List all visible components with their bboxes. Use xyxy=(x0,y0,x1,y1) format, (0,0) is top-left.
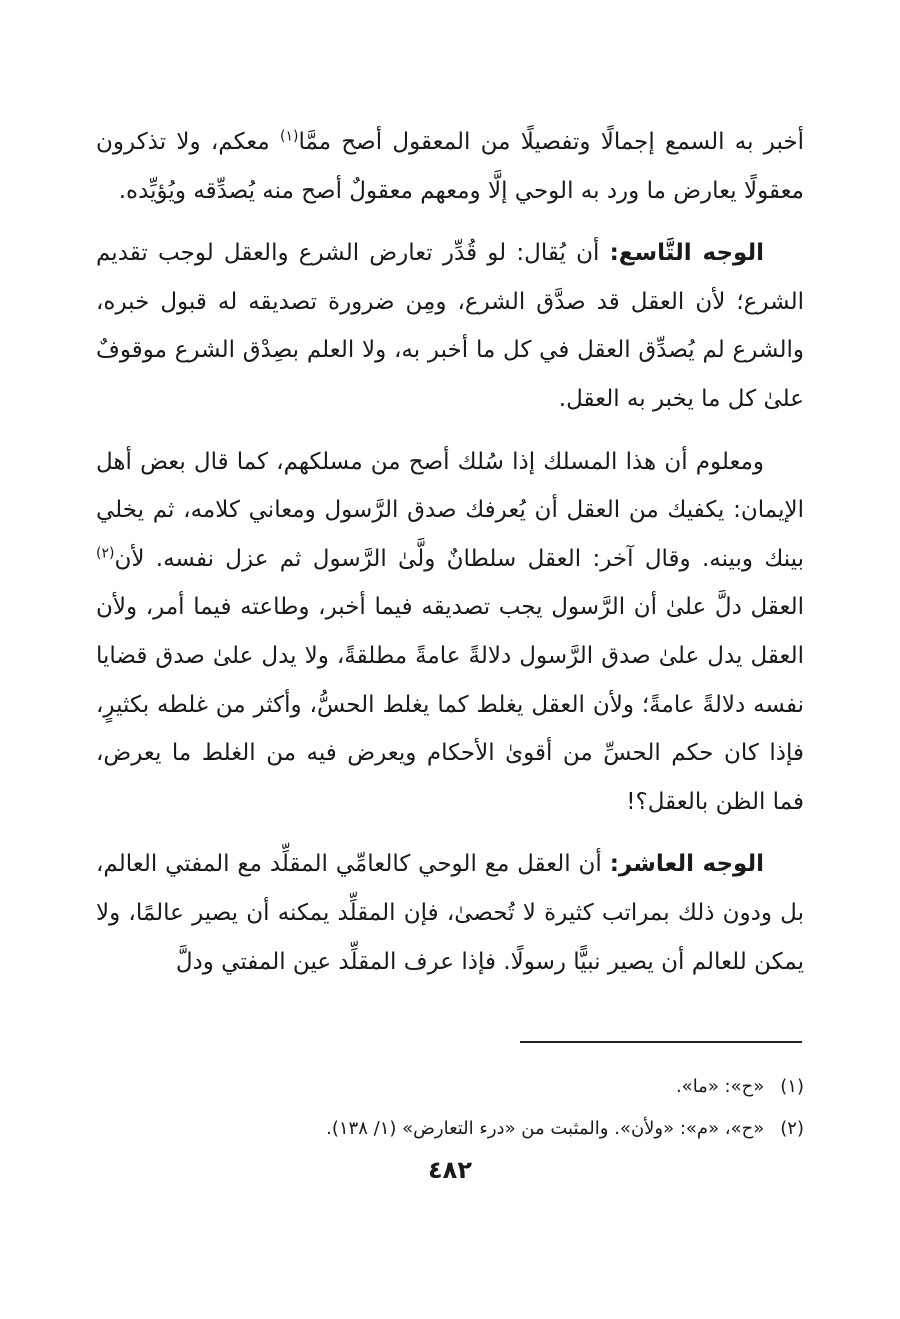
footnote-text: «ح»: «ما». xyxy=(675,1076,765,1097)
main-text xyxy=(96,118,804,986)
paragraph xyxy=(96,438,804,827)
paragraph-text: أن يُقال: لو قُدِّر تعارض الشرع والعقل لوجب تقديم الشرع؛ لأن العقل قد صدَّق الشرع، ومِن ضرورة تصديقه له قبول خبره، والشرع لم يُصدِّق العقل في كل ما أخبر به، ولا العلم بصِدْق الشرع موقوفٌ علىٰ كل ما يخبر به العقل. xyxy=(96,240,804,412)
section-heading: الوجه العاشر: xyxy=(609,851,764,878)
paragraph-text: أخبر به السمع إجمالًا وتفصيلًا من المعقول أصح ممَّا xyxy=(298,129,804,155)
paragraph xyxy=(96,229,804,423)
footnote-separator xyxy=(520,1041,802,1043)
footnote-number: (١) xyxy=(780,1076,804,1097)
paragraph-text: ومعلوم أن هذا المسلك إذا سُلك أصح من مسلكهم، كما قال بعض أهل الإيمان: يكفيك من العقل أن يُعرفك صدق الرَّسول ومعاني كلامه، ثم يخلي بينك وبينه. وقال آخر: العقل سلطانٌ ولَّىٰ الرَّسول ثم عزل نفسه. لأن xyxy=(96,448,804,572)
paragraph-text: معكم، ولا تذكرون معقولًا يعارض ما ورد به الوحي إلَّا ومعهم معقولٌ أصح منه يُصدِّقه ويُؤيِّده. xyxy=(96,129,804,204)
footnote-marker: (١) xyxy=(279,128,299,145)
footnote-item xyxy=(96,1066,804,1108)
page-number: ٤٨٢ xyxy=(428,1156,472,1184)
footnotes xyxy=(96,1066,804,1150)
paragraph-text: العقل دلَّ علىٰ أن الرَّسول يجب تصديقه فيما أخبر، وطاعته فيما أمر، ولأن العقل يدل علىٰ صدق الرَّسول دلالةً عامةً مطلقةً، ولا يدل علىٰ صدق قضايا نفسه دلالةً عامةً؛ ولأن العقل يغلط كما يغلط الحسُّ، وأكثر من غلطه بكثيرٍ، فإذا كان حكم الحسِّ من أقوىٰ الأحكام ويعرض فيه من الغلط ما يعرض، فما الظن بالعقل؟! xyxy=(96,594,804,815)
footnote-marker: (٢) xyxy=(96,545,115,562)
paragraph-text: أن العقل مع الوحي كالعامِّي المقلِّد مع المفتي العالم، بل ودون ذلك بمراتب كثيرة لا تُحصىٰ، فإن المقلِّد يمكنه أن يصير عالمًا، ولا يمكن للعالم أن يصير نبيًّا رسولًا. فإذا عرف المقلِّد عين المفتي ودلَّ xyxy=(96,851,804,975)
section-heading: الوجه التَّاسع: xyxy=(609,240,764,267)
paragraph xyxy=(96,118,804,215)
paragraph xyxy=(96,840,804,986)
footnote-text: «ح»، «م»: «ولأن». والمثبت من «درء التعارض» (١/ ١٣٨). xyxy=(326,1118,765,1139)
footnote-number: (٢) xyxy=(780,1118,804,1139)
footnote-item xyxy=(96,1108,804,1150)
